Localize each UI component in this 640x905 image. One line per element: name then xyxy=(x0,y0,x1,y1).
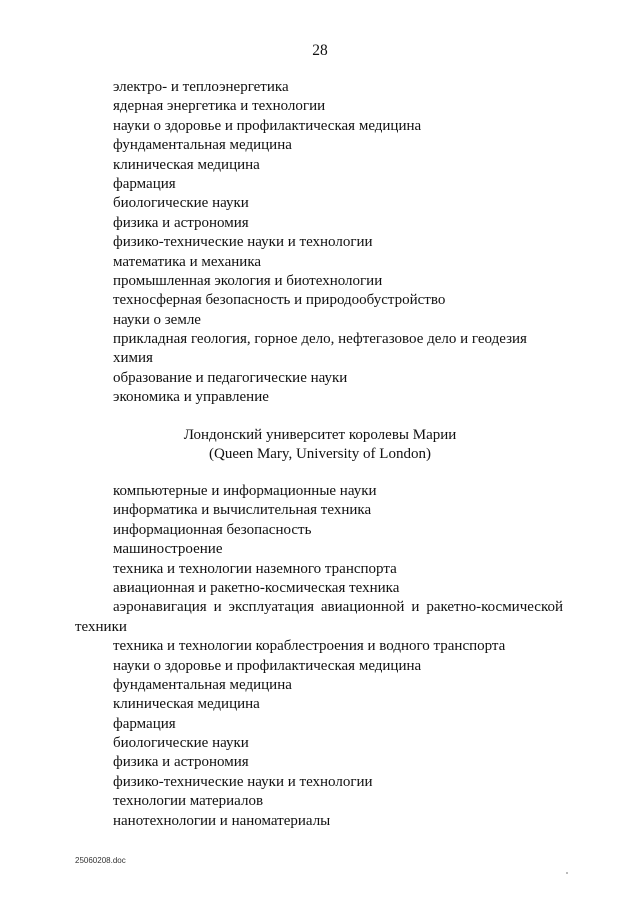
list-item: клиническая медицина xyxy=(113,696,260,713)
list-item: биологические науки xyxy=(113,735,249,752)
footer-filename: 25060208.doc xyxy=(75,856,126,865)
list-item: фармация xyxy=(113,715,176,732)
list-item: экономика и управление xyxy=(113,389,269,406)
list-item: аэронавигация и эксплуатация авиационной и ракетно-космической xyxy=(113,599,563,616)
list-item: физика и астрономия xyxy=(113,214,249,231)
list-item: физико-технические науки и технологии xyxy=(113,234,373,251)
list-item: биологические науки xyxy=(113,195,249,212)
university-name-en: (Queen Mary, University of London) xyxy=(209,446,431,462)
list-item: технологии материалов xyxy=(113,793,264,810)
list-item: науки о земле xyxy=(113,311,201,328)
university-name-ru: Лондонский университет королевы Марии xyxy=(183,427,457,443)
list-item: химия xyxy=(113,350,153,367)
list-item: фармация xyxy=(113,175,176,192)
specialty-list-first xyxy=(113,78,527,408)
list-item: машиностроение xyxy=(113,541,223,558)
list-item: физика и астрономия xyxy=(113,754,249,771)
list-item: физико-технические науки и технологии xyxy=(113,773,373,790)
list-item: техносферная безопасность и природообустройство xyxy=(113,292,446,309)
list-item: клиническая медицина xyxy=(113,156,260,173)
list-item: фундаментальная медицина xyxy=(113,676,292,693)
list-item-continuation: техники xyxy=(75,618,127,635)
list-item: математика и механика xyxy=(113,253,262,270)
specialty-list-second xyxy=(75,482,563,831)
page-number: 28 xyxy=(312,42,328,59)
list-item: образование и педагогические науки xyxy=(113,369,348,386)
list-item: компьютерные и информационные науки xyxy=(113,483,377,499)
list-item: техника и технологии кораблестроения и водного транспорта xyxy=(113,638,506,655)
scan-speck xyxy=(566,872,568,874)
list-item: науки о здоровье и профилактическая медицина xyxy=(113,657,422,674)
list-item: электро- и теплоэнергетика xyxy=(113,79,289,95)
university-heading xyxy=(0,426,640,464)
list-item: прикладная геология, горное дело, нефтегазовое дело и геодезия xyxy=(113,331,527,348)
list-item: информатика и вычислительная техника xyxy=(113,502,372,519)
list-item: фундаментальная медицина xyxy=(113,137,292,154)
list-item: промышленная экология и биотехнологии xyxy=(113,272,383,289)
list-item: науки о здоровье и профилактическая медицина xyxy=(113,117,422,134)
list-item: ядерная энергетика и технологии xyxy=(113,98,326,115)
list-item: информационная безопасность xyxy=(113,521,312,538)
list-item: авиационная и ракетно-космическая техника xyxy=(113,579,400,596)
list-item: нанотехнологии и наноматериалы xyxy=(113,812,331,829)
list-item: техника и технологии наземного транспорта xyxy=(113,560,397,577)
